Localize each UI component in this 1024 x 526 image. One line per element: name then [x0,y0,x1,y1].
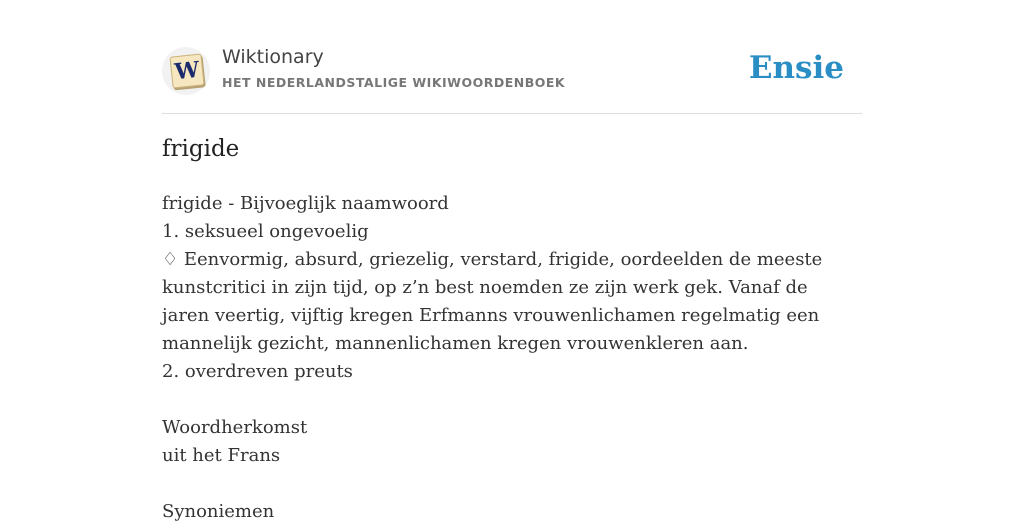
sense-2: 2. overdreven preuts [162,361,353,382]
entry-content [162,190,842,526]
entry-heading: frigide - Bijvoeglijk naamwoord [162,193,449,214]
synonyms-heading: Synoniemen [162,501,275,522]
spacer [162,386,842,414]
example-sentence: ♢ Eenvormig, absurd, griezelig, verstard, frigide, oordeelden de meeste kunstcritici in zijn tijd, op z’n best noemden ze zijn werk gek. Vanaf de jaren veertig, vijftig kregen Erfmanns vrouwenlichamen regelmatig een mannelijk gezicht, mannenlichamen kregen vrouwenkleren aan. [162,249,823,354]
site-name[interactable]: Wiktionary [222,46,324,68]
site-header [162,0,862,114]
page [162,0,862,522]
page-title: frigide [162,136,240,162]
sense-1: 1. seksueel ongevoelig [162,221,369,242]
logo-tile-icon: W [169,53,204,88]
etymology-text: uit het Frans [162,445,281,466]
spacer [162,470,842,498]
etymology-heading: Woordherkomst [162,417,308,438]
ensie-brand-link[interactable]: Ensie [748,50,844,86]
wiktionary-logo[interactable] [162,47,210,95]
site-tagline: HET NEDERLANDSTALIGE WIKIWOORDENBOEK [222,75,566,90]
